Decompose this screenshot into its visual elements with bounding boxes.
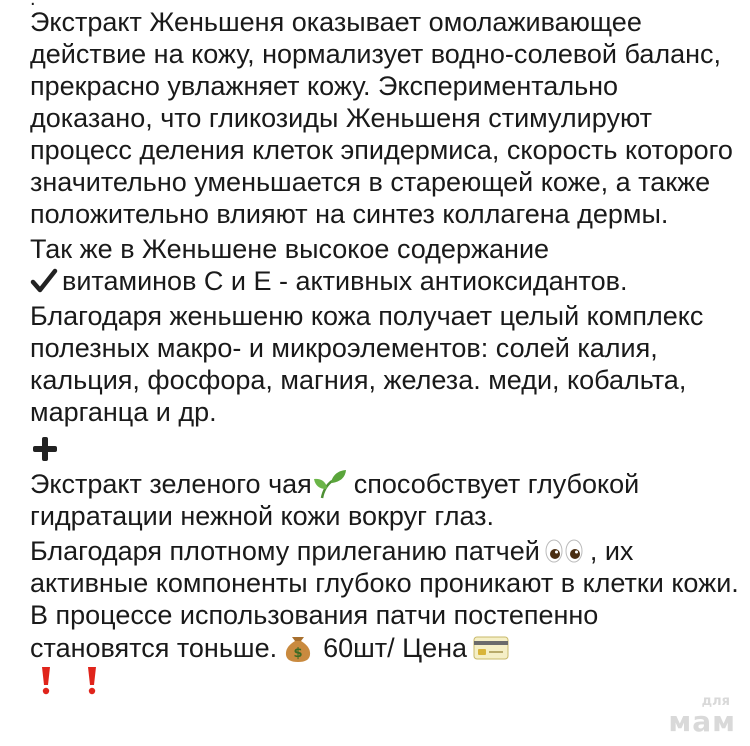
- green-tea-text: способствует глубокой гидратации нежной кожи вокруг глаз.: [30, 469, 640, 531]
- paragraph-vitamins-line-2: витаминов C и E - активных антиоксидантов.: [62, 266, 628, 296]
- watermark-main: мам: [668, 705, 736, 738]
- paragraph-patches: [30, 535, 740, 696]
- paragraph-vitamins: [30, 233, 740, 297]
- red-exclamation-icon: [84, 665, 100, 695]
- paragraph-green-tea: [30, 468, 740, 532]
- money-bag-icon: [283, 631, 313, 663]
- paragraph-vitamins-line-1: Так же в Женьшене высокое содержание: [30, 234, 550, 264]
- quantity-price-text: 60шт/ Цена: [323, 633, 468, 663]
- plus-icon: [32, 436, 58, 462]
- post-text: [30, 0, 740, 696]
- credit-card-icon: [473, 635, 509, 661]
- patches-text-2: , их активные компоненты глубоко проникают в клетки кожи. В процессе использования патчи постепенно становятся тоньше.: [30, 536, 739, 663]
- site-watermark: [668, 695, 736, 736]
- svg-text:$: $: [293, 646, 303, 661]
- paragraph-microelements: Благодаря женьшеню кожа получает целый комплекс полезных макро- и микроэлементов: солей калия, кальция, фосфора, магния, железа. меди, кобальта, марганца и др.: [30, 301, 704, 427]
- watermark-top: для: [701, 694, 730, 709]
- red-exclamation-icon: [38, 665, 54, 695]
- sprout-icon: [312, 469, 348, 499]
- paragraph-ginseng-extract: Экстракт Женьшеня оказывает омолаживающее действие на кожу, нормализует водно-солевой баланс, прекрасно увлажняет кожу. Экспериментально доказано, что гликозиды Женьшеня стимулируют процесс деления клеток эпидермиса, скорость которого значительно уменьшается в стареющей коже, а также положительно влияют на синтез коллагена дермы.: [30, 7, 733, 229]
- green-tea-label: Экстракт зеленого чая: [30, 469, 312, 499]
- eyes-icon: [544, 538, 584, 564]
- patches-text-1: Благодаря плотному прилеганию патчей: [30, 536, 540, 566]
- check-mark-icon: [30, 268, 58, 294]
